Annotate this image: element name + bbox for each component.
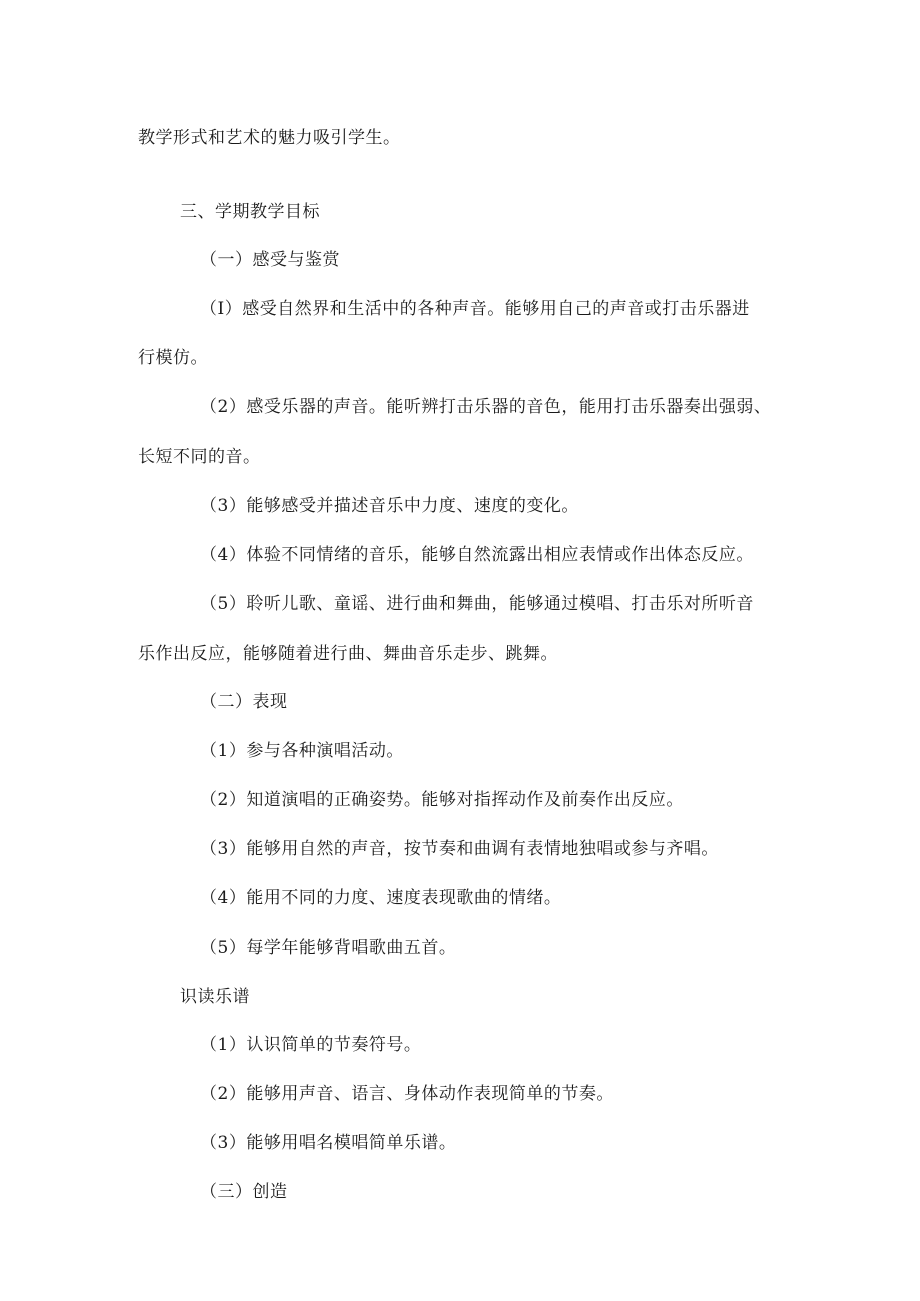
list-item-continuation: 行模仿。: [138, 348, 208, 368]
section-heading-goals: 三、学期教学目标: [180, 202, 320, 222]
list-item-continuation: 长短不同的音。: [138, 447, 261, 467]
list-item: （2）能够用声音、语言、身体动作表现简单的节奏。: [200, 1084, 614, 1104]
list-item: （3）能够用唱名模唱简单乐谱。: [200, 1133, 457, 1153]
list-item-continuation: 乐作出反应，能够随着进行曲、舞曲音乐走步、跳舞。: [138, 644, 558, 664]
paragraph-continuation: 教学形式和艺术的魅力吸引学生。: [138, 128, 401, 148]
heading-score-reading: 识读乐谱: [180, 987, 250, 1007]
subsection-heading-creation: （三）创造: [200, 1182, 288, 1202]
list-item: （5）每学年能够背唱歌曲五首。: [200, 938, 457, 958]
list-item: （2）感受乐器的声音。能听辨打击乐器的音色，能用打击乐器奏出强弱、: [200, 397, 772, 417]
list-item: （2）知道演唱的正确姿势。能够对指挥动作及前奏作出反应。: [200, 790, 684, 810]
subsection-heading-appreciation: （一）感受与鉴赏: [200, 250, 340, 270]
list-item: （1）认识简单的节奏符号。: [200, 1035, 422, 1055]
list-item: （5）聆听儿歌、童谣、进行曲和舞曲，能够通过模唱、打击乐对所听音: [200, 594, 754, 614]
list-item: （1）参与各种演唱活动。: [200, 741, 404, 761]
list-item: （3）能够用自然的声音，按节奏和曲调有表情地独唱或参与齐唱。: [200, 839, 719, 859]
list-item: （4）体验不同情绪的音乐，能够自然流露出相应表情或作出体态反应。: [200, 545, 754, 565]
subsection-heading-performance: （二）表现: [200, 692, 288, 712]
list-item: （3）能够感受并描述音乐中力度、速度的变化。: [200, 496, 579, 516]
list-item: （I）感受自然界和生活中的各种声音。能够用自己的声音或打击乐器进: [200, 299, 750, 319]
list-item: （4）能用不同的力度、速度表现歌曲的情绪。: [200, 888, 562, 908]
